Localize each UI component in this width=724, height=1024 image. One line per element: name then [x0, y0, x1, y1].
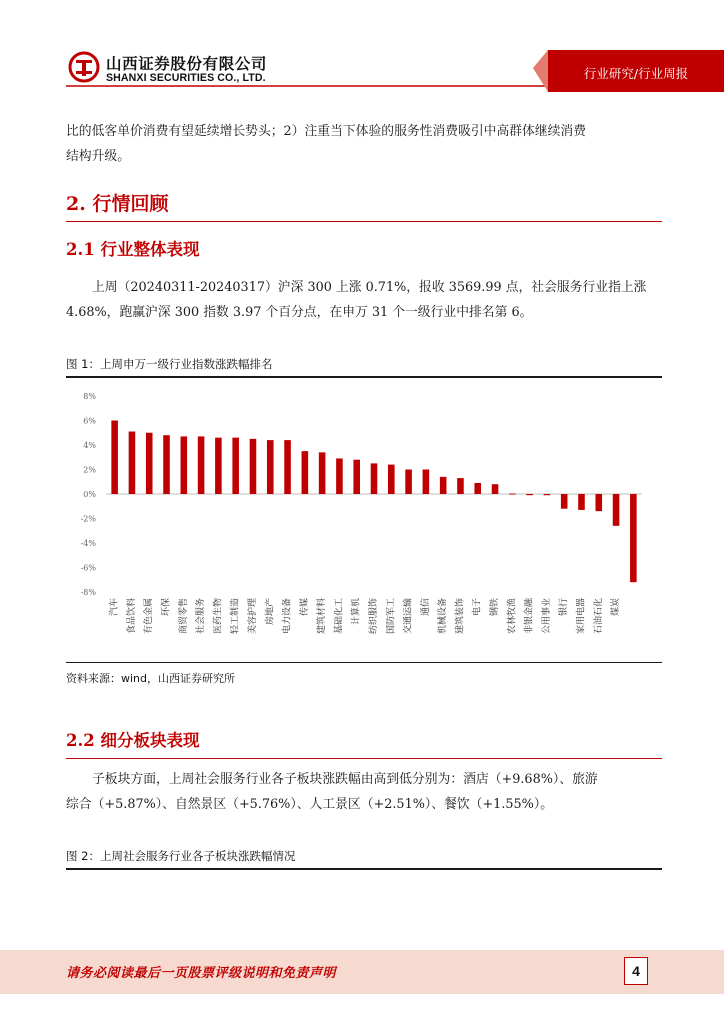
- x-tick-label: 国防军工: [386, 598, 397, 635]
- y-tick-label: -2%: [80, 514, 96, 524]
- bar: [440, 477, 447, 494]
- page-number: 4: [624, 957, 648, 985]
- x-tick-label: 钢铁: [490, 598, 501, 617]
- company-name-en: SHANXI SECURITIES CO., LTD.: [106, 72, 266, 84]
- x-tick-label: 煤炭: [611, 598, 622, 617]
- market-paragraph-line-2: 4.68%，跑赢沪深 300 指数 3.97 个百分点，在申万 31 个一级行业中排名第 6。: [66, 305, 533, 320]
- bar: [163, 435, 170, 494]
- bar: [302, 451, 309, 494]
- bar: [129, 432, 136, 494]
- x-axis-labels: [108, 597, 621, 634]
- bar: [388, 465, 395, 494]
- bar: [232, 438, 239, 494]
- bar: [146, 433, 153, 494]
- bar: [319, 452, 326, 494]
- y-tick-label: 0%: [83, 490, 96, 499]
- report-category: 行业研究/行业周报: [583, 66, 689, 81]
- bar: [336, 458, 343, 494]
- x-tick-label: 医药生物: [213, 598, 224, 635]
- intro-line-1: 比的低客单价消费有望延续增长势头；2）注重当下体验的服务性消费吸引中高群体继续消费: [66, 124, 587, 139]
- bar: [423, 470, 430, 495]
- x-tick-label: 电力设备: [282, 598, 293, 635]
- bar: [578, 494, 585, 510]
- x-tick-label: 食品饮料: [126, 598, 137, 635]
- y-tick-label: 8%: [83, 392, 96, 401]
- x-tick-label: 基础化工: [334, 598, 345, 635]
- x-tick-label: 纺织服饰: [369, 598, 379, 635]
- x-tick-label: 社会服务: [196, 598, 207, 635]
- subsector-paragraph-line-2: 综合（+5.87%）、自然景区（+5.76%）、人工景区（+2.51%）、餐饮（+1.55%）。: [66, 797, 554, 812]
- x-tick-label: 建筑装饰: [455, 598, 466, 635]
- x-tick-label: 电子: [472, 598, 483, 617]
- x-tick-label: 机械设备: [438, 598, 449, 635]
- company-logo: [68, 51, 100, 83]
- bar: [561, 494, 568, 509]
- x-tick-label: 计算机: [351, 598, 362, 626]
- x-tick-label: 石油石化: [593, 598, 604, 635]
- x-tick-label: 有色金属: [144, 598, 155, 635]
- industry-bar-chart: [66, 380, 662, 660]
- x-tick-label: 家用电器: [576, 598, 587, 635]
- figure-top-rule: [66, 376, 662, 378]
- bar: [181, 436, 188, 494]
- bar: [198, 436, 205, 494]
- bar: [371, 463, 378, 494]
- x-tick-label: 农林牧渔: [507, 598, 518, 635]
- y-tick-label: -4%: [80, 539, 96, 548]
- intro-line-2: 结构升级。: [66, 149, 130, 164]
- x-tick-label: 环保: [161, 598, 172, 617]
- heading-underline: [66, 221, 662, 222]
- bar: [111, 421, 118, 495]
- bar: [544, 494, 551, 495]
- x-tick-label: 汽车: [109, 598, 120, 617]
- market-paragraph-line-1: 上周（20240311-20240317）沪深 300 上涨 0.71%，报收 3569.99 点，社会服务行业指上涨: [92, 280, 647, 295]
- figure-1-title: 图 1：上周申万一级行业指数涨跌幅排名: [66, 357, 273, 371]
- bar: [215, 438, 222, 494]
- y-tick-label: 6%: [83, 416, 96, 426]
- footer-disclaimer: 请务必阅读最后一页股票评级说明和免责声明: [66, 966, 337, 981]
- bar: [250, 439, 257, 494]
- bar: [526, 494, 533, 495]
- bar: [284, 440, 291, 494]
- x-tick-label: 公用事业: [541, 598, 552, 635]
- y-tick-label: -8%: [80, 588, 96, 597]
- y-tick-label: 2%: [83, 465, 96, 475]
- bar: [474, 483, 481, 494]
- x-tick-label: 轻工制造: [230, 598, 241, 635]
- bar: [353, 460, 360, 494]
- bar: [595, 494, 602, 511]
- heading-underline-2: [66, 758, 662, 759]
- bar: [405, 470, 412, 495]
- company-name-cn: 山西证券股份有限公司: [106, 55, 268, 73]
- y-tick-label: 4%: [83, 441, 96, 450]
- figure-2-title: 图 2：上周社会服务行业各子板块涨跌幅情况: [66, 849, 296, 863]
- bars: [111, 421, 636, 583]
- figure-1-source: 资料来源：wind，山西证券研究所: [66, 672, 236, 685]
- x-tick-label: 通信: [420, 598, 431, 617]
- x-tick-label: 传媒: [299, 598, 310, 617]
- section-heading-2-2: 2.2 细分板块表现: [66, 731, 200, 750]
- x-tick-label: 交通运输: [403, 598, 414, 635]
- x-tick-label: 美容护理: [247, 598, 258, 635]
- bar: [492, 484, 499, 494]
- x-tick-label: 建筑材料: [317, 598, 328, 635]
- x-tick-label: 商贸零售: [178, 598, 189, 635]
- x-tick-label: 房地产: [265, 598, 276, 626]
- figure-2-top-rule: [66, 868, 662, 870]
- y-axis-labels: [81, 392, 97, 597]
- section-heading-2-1: 2.1 行业整体表现: [66, 240, 200, 259]
- bar: [267, 440, 274, 494]
- x-tick-label: 银行: [559, 598, 570, 617]
- bar: [613, 494, 620, 526]
- section-heading-2: 2. 行情回顾: [66, 193, 169, 215]
- x-tick-label: 非银金融: [524, 598, 535, 635]
- figure-bottom-rule: [66, 662, 662, 663]
- bar: [457, 478, 464, 494]
- bar: [630, 494, 637, 582]
- y-tick-label: -6%: [80, 563, 96, 573]
- subsector-paragraph-line-1: 子板块方面，上周社会服务行业各子板块涨跌幅由高到低分别为：酒店（+9.68%）、旅游: [92, 772, 598, 787]
